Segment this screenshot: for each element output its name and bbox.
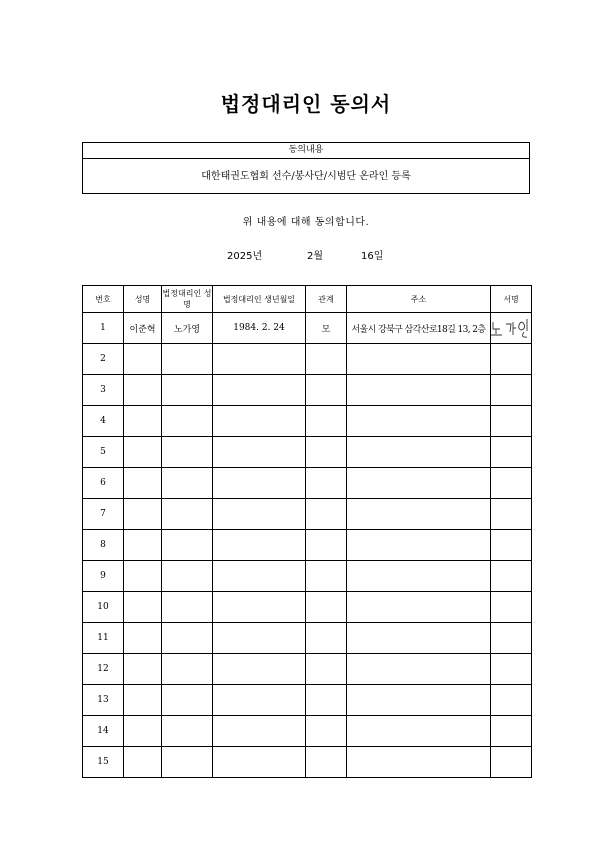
address: 서울시 강북구 삼각산로18길 13, 2층 (347, 313, 491, 344)
table-row (83, 499, 532, 530)
student-name (124, 654, 162, 685)
student-name (124, 437, 162, 468)
signature-cell (491, 561, 532, 592)
table-row (83, 406, 532, 437)
signature-cell (491, 406, 532, 437)
signature-cell (491, 468, 532, 499)
row-number: 13 (83, 685, 124, 716)
header-address: 주소 (347, 286, 491, 313)
relation (306, 344, 347, 375)
header-name: 성명 (124, 286, 162, 313)
address (347, 747, 491, 778)
table-row (83, 716, 532, 747)
row-number: 11 (83, 623, 124, 654)
row-number: 14 (83, 716, 124, 747)
signature-cell (491, 344, 532, 375)
relation (306, 530, 347, 561)
guardian-birthdate (213, 437, 306, 468)
student-name (124, 406, 162, 437)
header-guardian-name: 법정대리인 성명 (162, 286, 213, 313)
handwritten-signature (491, 316, 531, 340)
guardian-birthdate (213, 654, 306, 685)
table-row (83, 468, 532, 499)
address (347, 375, 491, 406)
student-name (124, 499, 162, 530)
address (347, 592, 491, 623)
guardian-name (162, 499, 213, 530)
row-number: 8 (83, 530, 124, 561)
signature-cell (491, 716, 532, 747)
student-name (124, 561, 162, 592)
address (347, 530, 491, 561)
guardian-birthdate (213, 747, 306, 778)
relation (306, 654, 347, 685)
guardian-name (162, 406, 213, 437)
student-name (124, 592, 162, 623)
guardian-name (162, 685, 213, 716)
address (347, 344, 491, 375)
relation (306, 716, 347, 747)
guardian-birthdate (213, 344, 306, 375)
guardian-name (162, 437, 213, 468)
table-header-row (83, 286, 532, 313)
agreement-statement: 위 내용에 대해 동의합니다. (242, 217, 370, 228)
student-name: 이준혁 (124, 313, 162, 344)
guardian-name (162, 530, 213, 561)
student-name (124, 623, 162, 654)
address (347, 406, 491, 437)
guardian-birthdate (213, 406, 306, 437)
table-row (83, 747, 532, 778)
signature-cell (491, 747, 532, 778)
signature-cell (491, 592, 532, 623)
date-day: 16일 (361, 251, 384, 262)
address (347, 716, 491, 747)
address (347, 437, 491, 468)
student-name (124, 468, 162, 499)
relation (306, 592, 347, 623)
signature-cell (491, 530, 532, 561)
guardian-name (162, 592, 213, 623)
header-signature: 서명 (491, 286, 532, 313)
guardian-birthdate (213, 561, 306, 592)
relation (306, 561, 347, 592)
document-title: 법정대리인 동의서 (220, 92, 392, 116)
guardian-birthdate (213, 716, 306, 747)
guardian-birthdate (213, 623, 306, 654)
table-row (83, 437, 532, 468)
row-number: 9 (83, 561, 124, 592)
guardian-birthdate (213, 375, 306, 406)
guardian-birthdate (213, 592, 306, 623)
consent-header: 동의내용 (83, 143, 529, 159)
address (347, 623, 491, 654)
student-name (124, 716, 162, 747)
relation (306, 499, 347, 530)
guardian-name (162, 747, 213, 778)
row-number: 2 (83, 344, 124, 375)
guardian-name (162, 716, 213, 747)
guardian-birthdate (213, 685, 306, 716)
address (347, 499, 491, 530)
date-year: 2025년 (227, 251, 263, 262)
relation (306, 375, 347, 406)
guardian-birthdate (213, 530, 306, 561)
guardian-name (162, 468, 213, 499)
row-number: 5 (83, 437, 124, 468)
table-row (83, 375, 532, 406)
row-number: 1 (83, 313, 124, 344)
guardian-birthdate: 1984. 2. 24 (213, 313, 306, 344)
table-row (83, 654, 532, 685)
signature-cell (491, 623, 532, 654)
row-number: 10 (83, 592, 124, 623)
header-relation: 관계 (306, 286, 347, 313)
table-row (83, 592, 532, 623)
guardian-name (162, 344, 213, 375)
relation (306, 406, 347, 437)
row-number: 15 (83, 747, 124, 778)
consent-body: 대한태권도협회 선수/봉사단/시범단 온라인 등록 (201, 171, 411, 182)
table-row (83, 344, 532, 375)
student-name (124, 375, 162, 406)
row-number: 7 (83, 499, 124, 530)
relation (306, 685, 347, 716)
address (347, 561, 491, 592)
guardian-name (162, 561, 213, 592)
guardian-name (162, 623, 213, 654)
table-row (83, 685, 532, 716)
table-row (83, 623, 532, 654)
consent-box (82, 142, 530, 194)
address (347, 685, 491, 716)
row-number: 3 (83, 375, 124, 406)
row-number: 12 (83, 654, 124, 685)
student-name (124, 747, 162, 778)
header-guardian-birth: 법정대리인 생년월일 (213, 286, 306, 313)
relation (306, 623, 347, 654)
signature-cell (491, 375, 532, 406)
address (347, 468, 491, 499)
signature-cell (491, 654, 532, 685)
student-name (124, 685, 162, 716)
relation (306, 437, 347, 468)
address (347, 654, 491, 685)
relation (306, 468, 347, 499)
table-row (83, 313, 532, 344)
table-row (83, 530, 532, 561)
row-number: 4 (83, 406, 124, 437)
header-no: 번호 (83, 286, 124, 313)
student-name (124, 530, 162, 561)
guardian-birthdate (213, 499, 306, 530)
signature-cell (491, 437, 532, 468)
relation: 모 (306, 313, 347, 344)
table-row (83, 561, 532, 592)
guardian-name (162, 654, 213, 685)
guardian-name (162, 375, 213, 406)
guardian-table (82, 285, 532, 778)
signature-cell (491, 313, 532, 344)
student-name (124, 344, 162, 375)
date-month: 2월 (307, 251, 324, 262)
relation (306, 747, 347, 778)
guardian-name: 노가영 (162, 313, 213, 344)
row-number: 6 (83, 468, 124, 499)
signature-cell (491, 499, 532, 530)
guardian-birthdate (213, 468, 306, 499)
signature-cell (491, 685, 532, 716)
